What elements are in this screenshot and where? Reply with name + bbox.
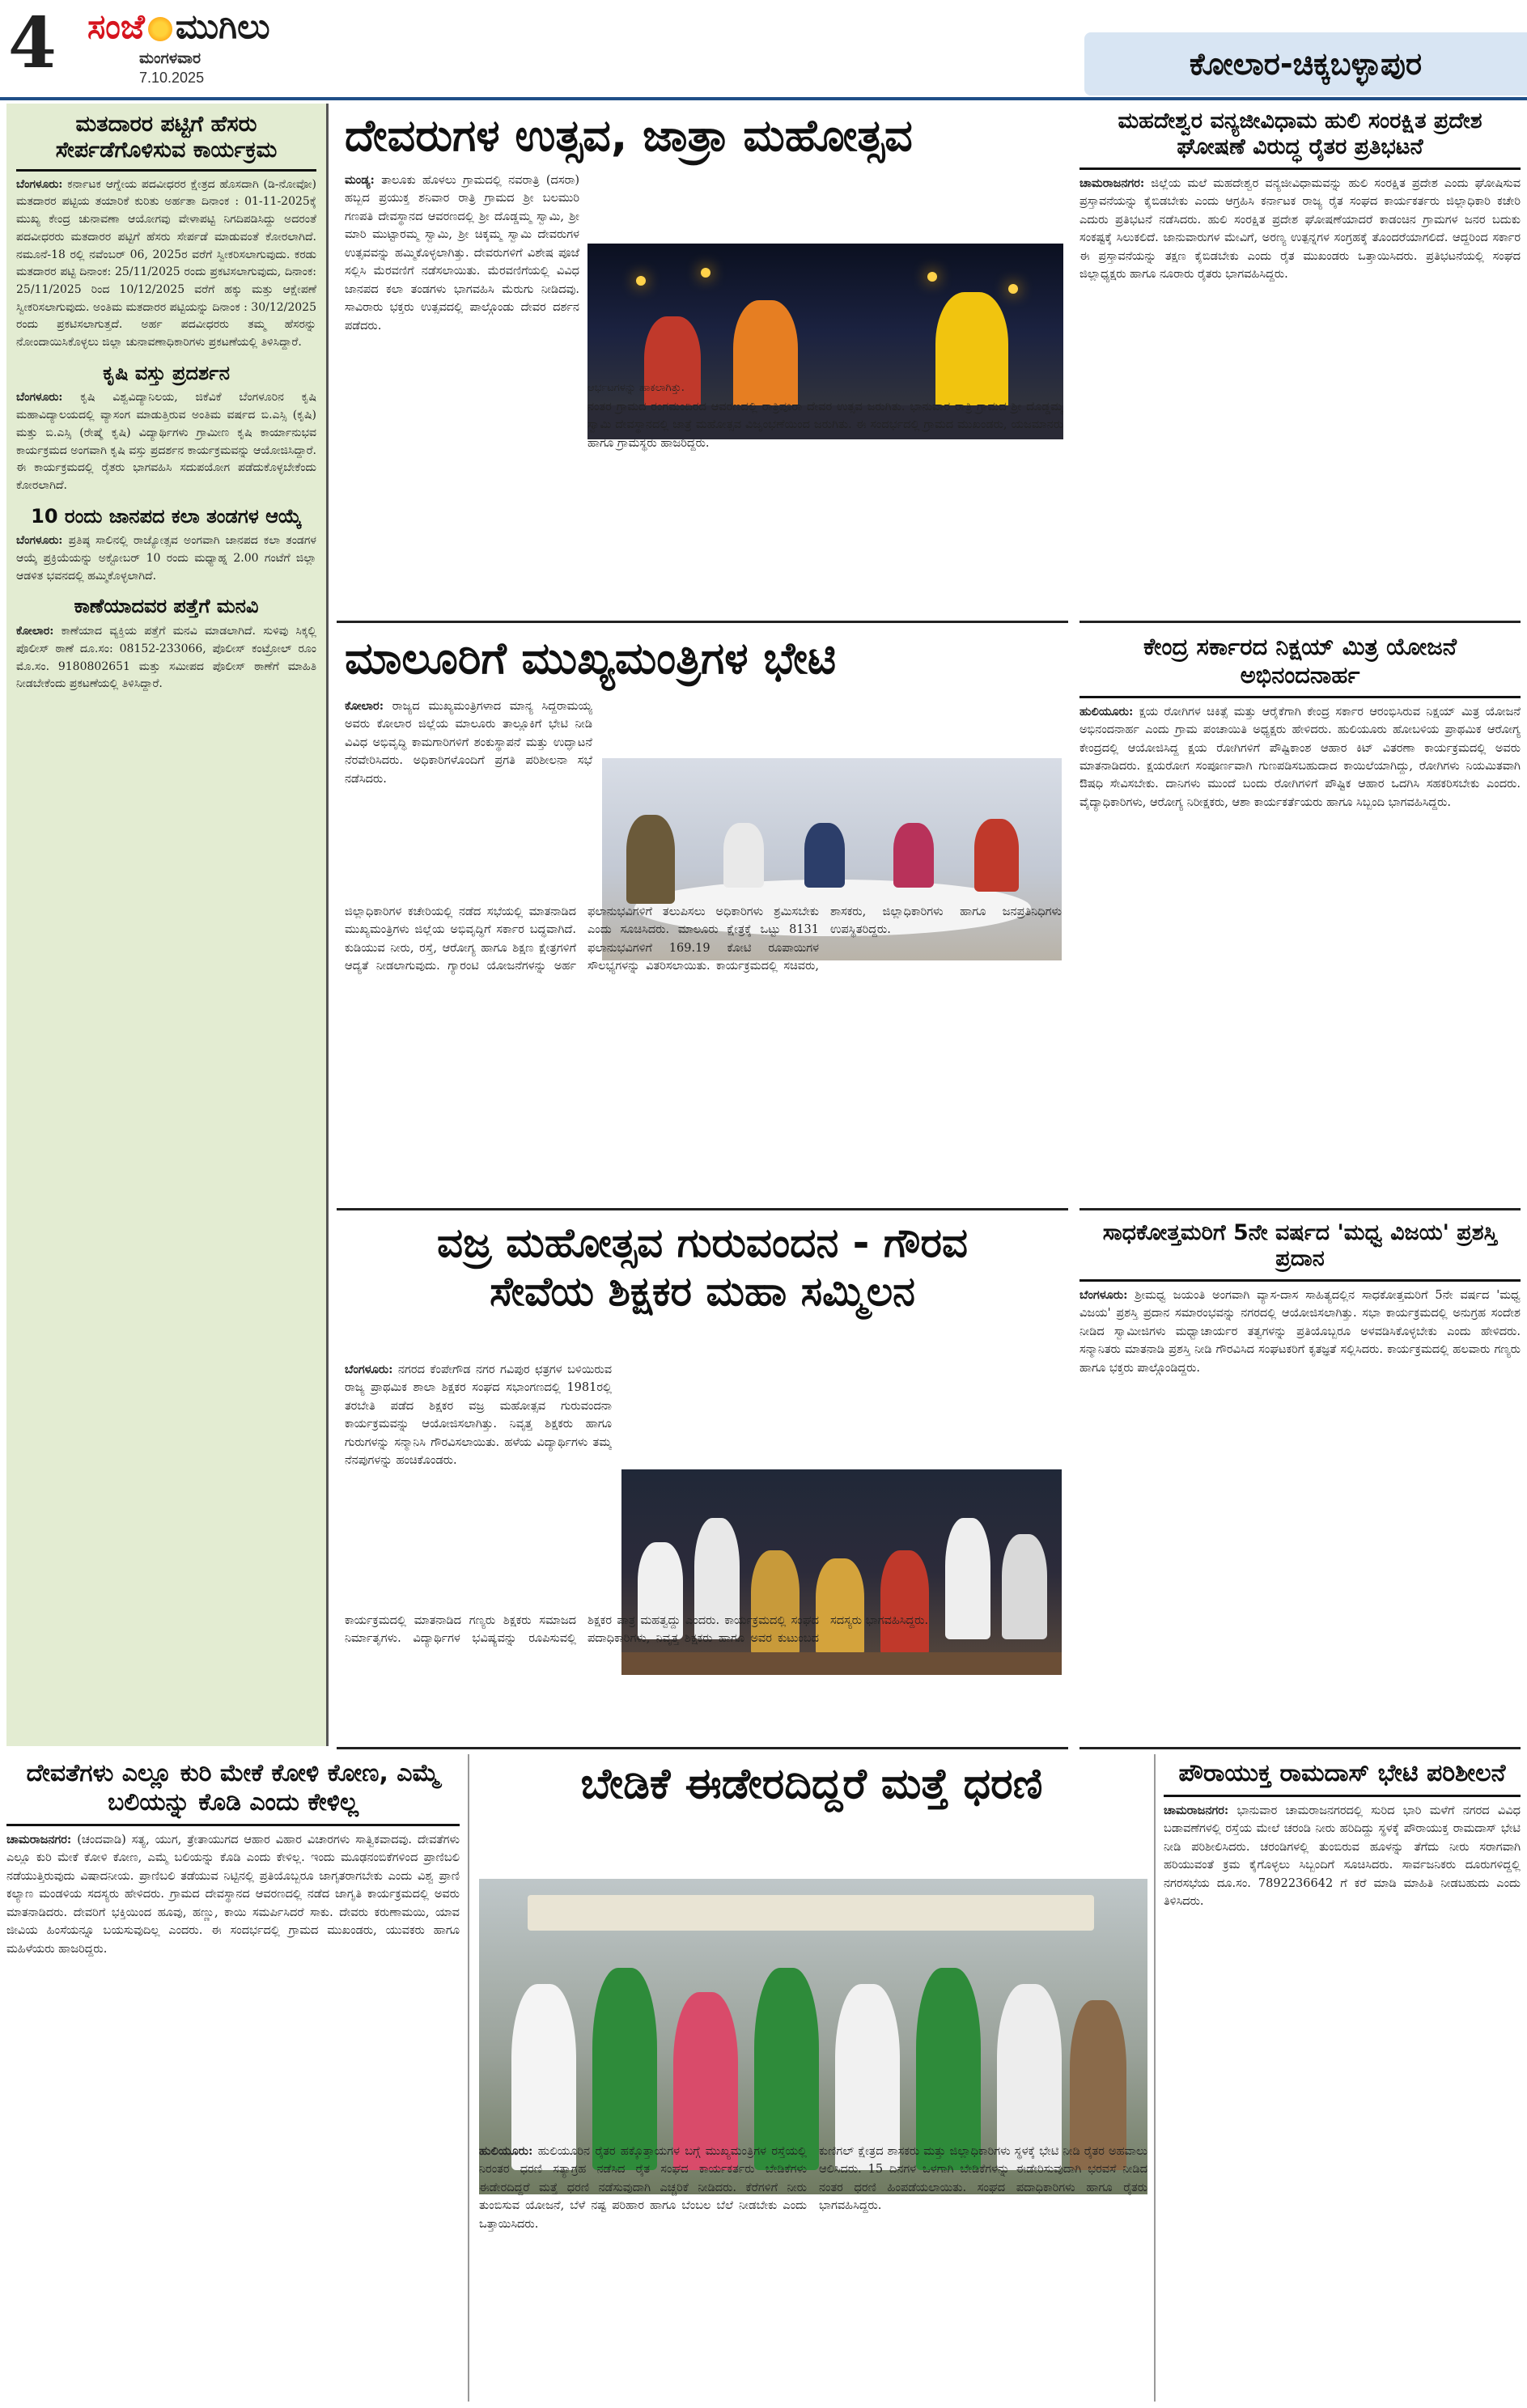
- article-text-left: [479, 2143, 807, 2393]
- article-headline: [337, 1215, 1068, 1319]
- page-number: 4: [8, 2, 57, 84]
- lamp-icon: [927, 272, 937, 282]
- article-headline: ಸಾಧಕೋತ್ತಮರಿಗೆ 5ನೇ ವರ್ಷದ 'ಮಧ್ವ ವಿಜಯ' ಪ್ರಶಸ್ತಿ ಪ್ರದಾನ: [1102, 1220, 1498, 1272]
- banner-shape: [528, 1895, 1094, 1931]
- nikshay-article: [1080, 628, 1521, 1210]
- sidebar-article: [16, 176, 316, 352]
- article-headline: ಮಾಲೂರಿಗೆ ಮುಖ್ಯಮಂತ್ರಿಗಳ ಭೇಟಿ: [345, 633, 837, 684]
- award-article: [1080, 1215, 1521, 1749]
- article-text: ಹುಲಿಯೂರಿನ ರೈತರ ಹಕ್ಕೊತ್ತಾಯಗಳ ಬಗ್ಗೆ ಮುಖ್ಯಮಂತ್ರಿಗಳ ರಸ್ತೆಯಲ್ಲಿ ನಿರಂತರ ಧರಣಿ ಸತ್ಯಾಗ್ರಹ ನಡೆಸಿದ ರೈತ ಸಂಘದ ಕಾರ್ಯಕರ್ತರು ಬೇಡಿಕೆಗಳು ಈಡೇರದಿದ್ದರೆ ಮತ್ತೆ ಧರಣಿ ನಡೆಸುವುದಾಗಿ ಎಚ್ಚರಿಕೆ ನೀಡಿದರು. ಕೆರೆಗಳಿಗೆ ನೀರು ತುಂಬಿಸುವ ಯೋಜನೆ, ಬೆಳೆ ನಷ್ಟ ಪರಿಹಾರ ಹಾಗೂ ಬೆಂಬಲ ಬೆಲೆ ನೀಡಬೇಕು ಎಂದು ಒತ್ತಾಯಿಸಿದರು.: [479, 2145, 807, 2231]
- divider: [1164, 1795, 1521, 1797]
- lamp-icon: [701, 268, 710, 278]
- animal-sacrifice-article: [6, 1754, 460, 2402]
- article-text-right: ನಂತರ ಗ್ರಾಮದ ರಂಗಮಂದಿರದ ಆವರಣದಲ್ಲಿ ರಾತ್ರಿಪೂರಾ ದೇವರ ಉತ್ಸವ ಜರುಗಿತು. ಭಾನುವಾರ ರಾತ್ರಿ ಗ್ರಾಮದ ಶ್ರೀ ದೊಡ್ಡಮ್ಮ ಸ್ವಾಮಿ ದೇವಸ್ಥಾನದಲ್ಲಿ ಜಾತ್ರೆ ಮಹೋತ್ಸವ ವಿಜೃಂಭಣೆಯಿಂದ ಜರುಗಿತು. ಈ ಸಂದರ್ಭದಲ್ಲಿ ಗ್ರಾಮದ ಮುಖಂಡರು, ಯಜಮಾನರು ಹಾಗೂ ಗ್ರಾಮಸ್ಥರು ಹಾಜರಿದ್ದರು.: [587, 401, 1063, 450]
- newspaper-logo: [87, 6, 270, 47]
- person-shape: [626, 815, 675, 904]
- dateline: ಚಾಮರಾಜನಗರ:: [1080, 176, 1145, 190]
- dateline: ಬೆಂಗಳೂರು:: [345, 1363, 393, 1376]
- edition-date: 7.10.2025: [139, 70, 205, 86]
- article-text: (ಚಂದವಾಡಿ) ಸತ್ಯ, ಯುಗ, ತ್ರೇತಾಯುಗದ ಆಹಾರ ವಿಹಾರ ವಿಚಾರಗಳು ಸಾತ್ವಿಕವಾದವು. ದೇವತೆಗಳು ಎಲ್ಲೂ ಕುರಿ ಮೇಕೆ ಕೋಳಿ ಕೋಣ, ಎಮ್ಮೆ ಬಲಿಯನ್ನು ಕೊಡಿ ಎಂದು ಕೇಳಿಲ್ಲ. ಇಂದು ಮೂಢನಂಬಿಕೆಗಳಿಂದ ಪ್ರಾಣಿಬಲಿ ನಡೆಯುತ್ತಿರುವುದು ವಿಷಾದನೀಯ. ಪ್ರಾಣಿಬಲಿ ತಡೆಯುವ ನಿಟ್ಟಿನಲ್ಲಿ ಪ್ರತಿಯೊಬ್ಬರೂ ಜಾಗೃತರಾಗಬೇಕು ಎಂದು ವಿಶ್ವ ಪ್ರಾಣಿ ಕಲ್ಯಾಣ ಮಂಡಳಿಯ ಸದಸ್ಯರು ಹೇಳಿದರು. ಗ್ರಾಮದ ದೇವಸ್ಥಾನದ ಆವರಣದಲ್ಲಿ ನಡೆದ ಜಾಗೃತಿ ಕಾರ್ಯಕ್ರಮದಲ್ಲಿ ಅವರು ಮಾತನಾಡಿದರು. ದೇವರಿಗೆ ಭಕ್ತಿಯಿಂದ ಹೂವು, ಹಣ್ಣು, ಕಾಯಿ ಸಮರ್ಪಿಸಿದರೆ ಸಾಕು. ದೇವರು ಕರುಣಾಮಯಿ, ಯಾವ ಜೀವಿಯ ಹಿಂಸೆಯನ್ನೂ ಬಯಸುವುದಿಲ್ಲ ಎಂದರು. ಈ ಸಂದರ್ಭದಲ್ಲಿ ಗ್ರಾಮದ ಮುಖಂಡರು, ಯುವಕರು ಹಾಗೂ ಮಹಿಳೆಯರು ಹಾಜರಿದ್ದರು.: [6, 1834, 460, 1956]
- sidebar-article-3: [16, 532, 316, 585]
- cm-visit-article: [337, 628, 1068, 1210]
- dateline: ಕೋಲಾರ:: [16, 625, 54, 638]
- edition-weekday: ಮಂಗಳವಾರ: [139, 50, 201, 67]
- dateline: ಹುಲಿಯೂರು:: [1080, 704, 1134, 719]
- person-shape: [974, 819, 1019, 892]
- article-text: ಕಾಣೆಯಾದ ವ್ಯಕ್ತಿಯ ಪತ್ತೆಗೆ ಮನವಿ ಮಾಡಲಾಗಿದೆ. ಸುಳಿವು ಸಿಕ್ಕಲ್ಲಿ ಪೊಲೀಸ್ ಠಾಣೆ ದೂ.ಸಂ: 08152-233066, ಪೊಲೀಸ್ ಕಂಟ್ರೋಲ್ ರೂಂ ಮೊ.ಸಂ. 9180802651 ಮತ್ತು ಸಮೀಪದ ಪೊಲೀಸ್ ಠಾಣೆಗೆ ಮಾಹಿತಿ ನೀಡಬೇಕೆಂದು ಪ್ರಕಟಣೆಯಲ್ಲಿ ತಿಳಿಸಿದ್ದಾರೆ.: [16, 625, 316, 691]
- article-text: ಕೃಷಿ ವಿಶ್ವವಿದ್ಯಾನಿಲಯ, ಜಿಕೆವಿಕೆ ಬೆಂಗಳೂರಿನ ಕೃಷಿ ಮಹಾವಿದ್ಯಾಲಯದಲ್ಲಿ ವ್ಯಾಸಂಗ ಮಾಡುತ್ತಿರುವ ಅಂತಿಮ ವರ್ಷದ ಬಿ.ಎಸ್ಸಿ (ಕೃಷಿ) ಮತ್ತು ಬಿ.ಎಸ್ಸಿ (ರೇಷ್ಮೆ ಕೃಷಿ) ವಿದ್ಯಾರ್ಥಿಗಳು ಗ್ರಾಮೀಣ ಕೃಷಿ ಕಾರ್ಯಾನುಭವ ಕಾರ್ಯಕ್ರಮದ ಅಂಗವಾಗಿ ಕೃಷಿ ವಸ್ತು ಪ್ರದರ್ಶನ ಕಾರ್ಯಕ್ರಮವನ್ನು ಆಯೋಜಿಸಿದ್ದಾರೆ. ಈ ಕಾರ್ಯಕ್ರಮದಲ್ಲಿ ರೈತರು ಭಾಗವಹಿಸಿ ಸದುಪಯೋಗ ಪಡೆದುಕೊಳ್ಳಬೇಕೆಂದು ಕೋರಲಾಗಿದೆ.: [16, 391, 317, 492]
- person-shape: [804, 823, 845, 888]
- brand-part-2: ಮುಗಿಲು: [175, 6, 270, 46]
- teachers-article: [337, 1215, 1068, 1749]
- headline-line-2: ಸೇವೆಯ ಶಿಕ್ಷಕರ ಮಹಾ ಸಮ್ಮಿಲನ: [490, 1268, 915, 1315]
- dateline: ಬೆಂಗಳೂರು:: [1080, 1287, 1128, 1302]
- person-shape: [916, 1968, 981, 2170]
- article-body: [1164, 1802, 1521, 2150]
- article-text: ಕರ್ನಾಟಕ ಆಗ್ನೇಯ ಪದವೀಧರರ ಕ್ಷೇತ್ರದ ಹೊಸದಾಗಿ (ಡಿ-ನೋವೋ) ಮತದಾರರ ಪಟ್ಟಿಯ ತಯಾರಿಕೆ ಕುರಿತು ಅರ್ಹತಾ ದಿನಾಂಕ : 01-11-2025ಕ್ಕೆ ಮುಖ್ಯ ಕೇಂದ್ರ ಚುನಾವಣಾ ಆಯೋಗವು ವೇಳಾಪಟ್ಟಿ ನಿಗದಿಪಡಿಸಿದ್ದು ಅದರಂತೆ ಪದವೀಧರರು ಮತದಾರರ ಪಟ್ಟಿಗೆ ಹೆಸರು ಸೇರ್ಪಡೆ ಮಾಡುವಂತೆ ಕೋರಲಾಗಿದೆ. ನಮೂನೆ-18 ರಲ್ಲಿ ನವೆಂಬರ್ 06, 2025ರ ವರೆಗೆ ಸ್ವೀಕರಿಸಲಾಗುವುದು. ಕರಡು ಮತದಾರರ ಪಟ್ಟಿ ದಿನಾಂಕ: 25/11/2025 ರಂದು ಪ್ರಕಟಿಸಲಾಗುವುದು, ದಿನಾಂಕ: 25/11/2025 ರಿಂದ 10/12/2025 ವರೆಗೆ ಹಕ್ಕು ಮತ್ತು ಆಕ್ಷೇಪಣೆ ಸ್ವೀಕರಿಸಲಾಗುವುದು. ಅಂತಿಮ ಮತದಾರರ ಪಟ್ಟಿಯನ್ನು ದಿನಾಂಕ : 30/12/2025 ರಂದು ಪ್ರಕಟಿಸಲಾಗುತ್ತದೆ. ಅರ್ಹ ಪದವೀಧರರು ತಮ್ಮ ಹೆಸರನ್ನು ನೋಂದಾಯಿಸಿಕೊಳ್ಳಲು ಜಿಲ್ಲಾ ಚುನಾವಣಾಧಿಕಾರಿಗಳು ಪ್ರಕಟಣೆಯಲ್ಲಿ ತಿಳಿಸಿದ್ದಾರೆ.: [16, 177, 316, 349]
- article-text: ರಾಜ್ಯದ ಮುಖ್ಯಮಂತ್ರಿಗಳಾದ ಮಾನ್ಯ ಸಿದ್ದರಾಮಯ್ಯ ಅವರು ಕೋಲಾರ ಜಿಲ್ಲೆಯ ಮಾಲೂರು ತಾಲ್ಲೂಕಿಗೆ ಭೇಟಿ ನೀಡಿ ವಿವಿಧ ಅಭಿವೃದ್ಧಿ ಕಾಮಗಾರಿಗಳಿಗೆ ಶಂಕುಸ್ಥಾಪನೆ ಮತ್ತು ಉದ್ಘಾಟನೆ ನೆರವೇರಿಸಿದರು. ಅಧಿಕಾರಿಗಳೊಂದಿಗೆ ಪ್ರಗತಿ ಪರಿಶೀಲನಾ ಸಭೆ ನಡೆಸಿದರು.: [345, 700, 592, 786]
- lamp-icon: [1008, 284, 1018, 294]
- article-text-left: [345, 1361, 612, 1604]
- brand-part-1: ಸಂಜೆ: [87, 6, 145, 46]
- article-text-right: ಕುಣಿಗಲ್ ಕ್ಷೇತ್ರದ ಶಾಸಕರು ಮತ್ತು ಜಿಲ್ಲಾಧಿಕಾರಿಗಳು ಸ್ಥಳಕ್ಕೆ ಭೇಟಿ ನೀಡಿ ರೈತರ ಅಹವಾಲು ಆಲಿಸಿದರು. 15 ದಿನಗಳ ಒಳಗಾಗಿ ಬೇಡಿಕೆಗಳನ್ನು ಈಡೇರಿಸುವುದಾಗಿ ಭರವಸೆ ನೀಡಿದ ನಂತರ ಧರಣಿ ಹಿಂಪಡೆಯಲಾಯಿತು. ಸಂಘದ ಪದಾಧಿಕಾರಿಗಳು ಹಾಗೂ ರೈತರು ಭಾಗವಹಿಸಿದ್ದರು.: [819, 2145, 1147, 2213]
- article-headline: ದೇವತೆಗಳು ಎಲ್ಲೂ ಕುರಿ ಮೇಕೆ ಕೋಳಿ ಕೋಣ, ಎಮ್ಮೆ ಬಲಿಯನ್ನು ಕೊಡಿ ಎಂದು ಕೇಳಿಲ್ಲ: [26, 1759, 440, 1817]
- article-text-top: [345, 697, 592, 892]
- divider: [1080, 167, 1521, 170]
- dateline: ಚಾಮರಾಜನಗರ:: [6, 1833, 72, 1846]
- article-text: ಭಾನುವಾರ ಚಾಮರಾಜನಗರದಲ್ಲಿ ಸುರಿದ ಭಾರಿ ಮಳೆಗೆ ನಗರದ ವಿವಿಧ ಬಡಾವಣೆಗಳಲ್ಲಿ ರಸ್ತೆಯ ಮೇಲೆ ಚರಂಡಿ ನೀರು ಹರಿದಿದ್ದು ಸ್ಥಳಕ್ಕೆ ಪೌರಾಯುಕ್ತ ರಾಮದಾಸ್ ಭೇಟಿ ನೀಡಿ ಪರಿಶೀಲಿಸಿದರು. ಚರಂಡಿಗಳಲ್ಲಿ ತುಂಬಿರುವ ಹೂಳನ್ನು ತೆಗೆದು ನೀರು ಸರಾಗವಾಗಿ ಹರಿಯುವಂತೆ ಕ್ರಮ ಕೈಗೊಳ್ಳಲು ಸಿಬ್ಬಂದಿಗೆ ಸೂಚಿಸಿದರು. ಸಾರ್ವಜನಿಕರು ದೂರುಗಳಿದ್ದಲ್ಲಿ ನಗರಸಭೆಯ ದೂ.ಸಂ. 7892236642 ಗೆ ಕರೆ ಮಾಡಿ ಮಾಹಿತಿ ನೀಡಬಹುದು ಎಂದು ತಿಳಿಸಿದರು.: [1164, 1804, 1521, 1909]
- sidebar-subhead-2: 10 ರಂದು ಜಾನಪದ ಕಲಾ ತಂಡಗಳ ಆಯ್ಕೆ: [31, 504, 302, 528]
- sidebar-article-2: [16, 389, 316, 494]
- sidebar-subhead-3: ಕಾಣೆಯಾದವರ ಪತ್ತೆಗೆ ಮನವಿ: [74, 595, 259, 618]
- sun-icon: [148, 17, 172, 41]
- dateline: ಮಂಡ್ಯ:: [345, 173, 375, 187]
- farmers-protest-article: [468, 1754, 1156, 2402]
- commissioner-visit-article: [1164, 1754, 1521, 2402]
- photo-caption: ಆರ್ಭಟಗಳನ್ನು ಹಾಕಲಾಗಿತ್ತು.: [587, 382, 685, 394]
- person-shape: [723, 823, 764, 888]
- article-headline: ಪೌರಾಯುಕ್ತ ರಾಮದಾಸ್ ಭೇಟಿ ಪರಿಶೀಲನೆ: [1178, 1759, 1506, 1787]
- article-text: ನಗರದ ಕೆಂಪೇಗೌಡ ನಗರ ಗವಿಪುರ ಛತ್ರಗಳ ಬಳಿಯಿರುವ ರಾಜ್ಯ ಪ್ರಾಥಮಿಕ ಶಾಲಾ ಶಿಕ್ಷಕರ ಸಂಘದ ಸಭಾಂಗಣದಲ್ಲಿ 1981ರಲ್ಲಿ ತರಬೇತಿ ಪಡೆದ ಶಿಕ್ಷಕರ ವಜ್ರ ಮಹೋತ್ಸವ ಗುರುವಂದನಾ ಕಾರ್ಯಕ್ರಮವನ್ನು ಆಯೋಜಿಸಲಾಗಿತ್ತು. ನಿವೃತ್ತ ಶಿಕ್ಷಕರು ಹಾಗೂ ಗುರುಗಳನ್ನು ಸನ್ಮಾನಿಸಿ ಗೌರವಿಸಲಾಯಿತು. ಹಳೆಯ ವಿದ್ಯಾರ್ಥಿಗಳು ತಮ್ಮ ನೆನಪುಗಳನ್ನು ಹಂಚಿಕೊಂಡರು.: [345, 1363, 612, 1468]
- sidebar-headline: ಮತದಾರರ ಪಟ್ಟಿಗೆ ಹೆಸರು ಸೇರ್ಪಡೆಗೊಳಿಸುವ ಕಾರ್ಯಕ್ರಮ: [55, 112, 278, 163]
- lamp-icon: [636, 276, 646, 286]
- person-shape: [893, 823, 934, 888]
- region-banner: ಕೋಲಾರ-ಚಿಕ್ಕಬಳ್ಳಾಪುರ: [1084, 32, 1527, 95]
- article-body: [6, 1831, 460, 2381]
- sidebar-subhead-1: ಕೃಷಿ ವಸ್ತು ಪ್ರದರ್ಶನ: [103, 361, 230, 384]
- divider: [1080, 1279, 1521, 1282]
- divider: [16, 169, 316, 172]
- person-shape: [754, 1968, 819, 2170]
- article-body: [1080, 703, 1521, 1189]
- divider: [6, 1824, 460, 1826]
- article-text: ಜಿಲ್ಲೆಯ ಮಲೆ ಮಹದೇಶ್ವರ ವನ್ಯಜೀವಿಧಾಮವನ್ನು ಹುಲಿ ಸಂರಕ್ಷಿತ ಪ್ರದೇಶ ಎಂದು ಘೋಷಿಸುವ ಪ್ರಸ್ತಾವನೆಯನ್ನು ಕೈಬಿಡಬೇಕು ಎಂದು ಆಗ್ರಹಿಸಿ ಕರ್ನಾಟಕ ರಾಜ್ಯ ರೈತ ಸಂಘದ ಕಾರ್ಯಕರ್ತರು ಜಿಲ್ಲಾಧಿಕಾರಿ ಕಚೇರಿ ಎದುರು ಪ್ರತಿಭಟನೆ ನಡೆಸಿದರು. ಹುಲಿ ಸಂರಕ್ಷಿತ ಪ್ರದೇಶ ಘೋಷಣೆಯಾದರೆ ಕಾಡಂಚಿನ ಗ್ರಾಮಗಳ ಜನರ ಬದುಕು ಸಂಕಷ್ಟಕ್ಕೆ ಸಿಲುಕಲಿದೆ. ಜಾನುವಾರುಗಳ ಮೇವಿಗೆ, ಅರಣ್ಯ ಉತ್ಪನ್ನಗಳ ಸಂಗ್ರಹಕ್ಕೆ ತೊಂದರೆಯಾಗಲಿದೆ. ಆದ್ದರಿಂದ ಸರ್ಕಾರ ಈ ಪ್ರಸ್ತಾವನೆಯನ್ನು ತಕ್ಷಣ ಕೈಬಿಡಬೇಕು ಎಂದು ರೈತ ಮುಖಂಡರು ಒತ್ತಾಯಿಸಿದರು. ಪ್ರತಿಭಟನೆಯಲ್ಲಿ ಸಂಘದ ಜಿಲ್ಲಾಧ್ಯಕ್ಷರು ಹಾಗೂ ನೂರಾರು ರೈತರು ಭಾಗವಹಿಸಿದ್ದರು.: [1080, 176, 1521, 282]
- article-body: [1080, 175, 1521, 596]
- dateline: ಬೆಂಗಳೂರು:: [16, 534, 63, 548]
- article-headline: ದೇವರುಗಳ ಉತ್ಸವ, ಜಾತ್ರಾ ಮಹೋತ್ಸವ: [345, 110, 913, 161]
- article-text: ತಾಲೂಕು ಹೊಳಲು ಗ್ರಾಮದಲ್ಲಿ ನವರಾತ್ರಿ (ದಸರಾ) ಹಬ್ಬದ ಪ್ರಯುಕ್ತ ಶನಿವಾರ ರಾತ್ರಿ ಗ್ರಾಮದ ಶ್ರೀ ಬಲಮುರಿ ಗಣಪತಿ ದೇವಸ್ಥಾನದ ಆವರಣದಲ್ಲಿ ಶ್ರೀ ದೊಡ್ಡಮ್ಮ ಸ್ವಾಮಿ, ಶ್ರೀ ಮಾರಿ ಮುಟ್ಟಾರಮ್ಮ ಸ್ವಾಮಿ, ಶ್ರೀ ಚಿಕ್ಕಮ್ಮ ಸ್ವಾಮಿ ದೇವರುಗಳ ಉತ್ಸವವನ್ನು ಹಮ್ಮಿಕೊಳ್ಳಲಾಗಿತ್ತು. ದೇವರುಗಳಿಗೆ ವಿಶೇಷ ಪೂಜೆ ಸಲ್ಲಿಸಿ ಮೆರವಣಿಗೆ ನಡೆಸಲಾಯಿತು. ಮೆರವಣಿಗೆಯಲ್ಲಿ ವಿವಿಧ ಜಾನಪದ ಕಲಾ ತಂಡಗಳು ಭಾಗವಹಿಸಿ ಮೆರುಗು ನೀಡಿದವು. ಸಾವಿರಾರು ಭಕ್ತರು ಉತ್ಸವದಲ್ಲಿ ಪಾಲ್ಗೊಂಡು ದೇವರ ದರ್ಶನ ಪಡೆದರು.: [345, 174, 579, 333]
- dateline: ಹುಲಿಯೂರು:: [479, 2144, 533, 2158]
- article-text: ಶ್ರೀಮಧ್ವ ಜಯಂತಿ ಅಂಗವಾಗಿ ವ್ಯಾಸ-ದಾಸ ಸಾಹಿತ್ಯದಲ್ಲಿನ ಸಾಧಕೋತ್ತಮರಿಗೆ 5ನೇ ವರ್ಷದ 'ಮಧ್ವ ವಿಜಯ' ಪ್ರಶಸ್ತಿ ಪ್ರದಾನ ಸಮಾರಂಭವನ್ನು ನಗರದಲ್ಲಿ ಆಯೋಜಿಸಲಾಗಿತ್ತು. ಸಭಾ ಕಾರ್ಯಕ್ರಮದಲ್ಲಿ ಅನುಗ್ರಹ ಸಂದೇಶ ನೀಡಿದ ಸ್ವಾಮೀಜಿಗಳು ಮಧ್ವಾಚಾರ್ಯರ ತತ್ವಗಳನ್ನು ಪ್ರತಿಯೊಬ್ಬರೂ ಅಳವಡಿಸಿಕೊಳ್ಳಬೇಕು ಎಂದು ಹೇಳಿದರು. ಸನ್ಮಾನಿತರು ಮಾತನಾಡಿ ಪ್ರಶಸ್ತಿ ನೀಡಿ ಗೌರವಿಸಿದ ಸಂಘಟಕರಿಗೆ ಕೃತಜ್ಞತೆ ಸಲ್ಲಿಸಿದರು. ಕಾರ್ಯಕ್ರಮದಲ್ಲಿ ಹಲವಾರು ಗಣ್ಯರು ಹಾಗೂ ಭಕ್ತರು ಪಾಲ್ಗೊಂಡಿದ್ದರು.: [1080, 1288, 1521, 1375]
- masthead: [0, 0, 1527, 95]
- sidebar-article-4: [16, 623, 316, 693]
- masthead-divider: [0, 97, 1527, 100]
- article-headline: ಬೇಡಿಕೆ ಈಡೇರದಿದ್ದರೆ ಮತ್ತೆ ಧರಣಿ: [580, 1760, 1043, 1808]
- dateline: ಚಾಮರಾಜನಗರ:: [1164, 1804, 1229, 1817]
- article-headline: ಮಹದೇಶ್ವರ ವನ್ಯಜೀವಿಧಾಮ ಹುಲಿ ಸಂರಕ್ಷಿತ ಪ್ರದೇಶ ಘೋಷಣೆ ವಿರುದ್ಧ ರೈತರ ಪ್ರತಿಭಟನೆ: [1118, 108, 1482, 160]
- article-text: ಕ್ಷಯ ರೋಗಿಗಳ ಚಿಕಿತ್ಸೆ ಮತ್ತು ಆರೈಕೆಗಾಗಿ ಕೇಂದ್ರ ಸರ್ಕಾರ ಆರಂಭಿಸಿರುವ ನಿಕ್ಷಯ್ ಮಿತ್ರ ಯೋಜನೆ ಅಭಿನಂದನಾರ್ಹ ಎಂದು ಗ್ರಾಮ ಪಂಚಾಯಿತಿ ಅಧ್ಯಕ್ಷರು ಹೇಳಿದರು. ಹುಲಿಯೂರು ಹೋಬಳಿಯ ಪ್ರಾಥಮಿಕ ಆರೋಗ್ಯ ಕೇಂದ್ರದಲ್ಲಿ ಆಯೋಜಿಸಿದ್ದ ಕ್ಷಯ ರೋಗಿಗಳಿಗೆ ಪೌಷ್ಟಿಕಾಂಶ ಆಹಾರ ಕಿಟ್ ವಿತರಣಾ ಕಾರ್ಯಕ್ರಮದಲ್ಲಿ ಅವರು ಮಾತನಾಡಿದರು. ಕ್ಷಯರೋಗ ಸಂಪೂರ್ಣವಾಗಿ ಗುಣಪಡಿಸಬಹುದಾದ ಕಾಯಿಲೆಯಾಗಿದ್ದು, ರೋಗಿಗಳು ನಿಯಮಿತವಾಗಿ ಔಷಧಿ ಸೇವಿಸಬೇಕು. ದಾನಿಗಳು ಮುಂದೆ ಬಂದು ರೋಗಿಗಳಿಗೆ ಪೌಷ್ಟಿಕ ಆಹಾರ ಒದಗಿಸಿ ಸಹಕರಿಸಬೇಕು ಎಂದರು. ವೈದ್ಯಾಧಿಕಾರಿಗಳು, ಆರೋಗ್ಯ ನಿರೀಕ್ಷಕರು, ಆಶಾ ಕಾರ್ಯಕರ್ತೆಯರು ಹಾಗೂ ಸಿಬ್ಬಂದಿ ಭಾಗವಹಿಸಿದ್ದರು.: [1080, 705, 1521, 809]
- dateline: ಬೆಂಗಳೂರು:: [16, 391, 63, 405]
- article-body: [1080, 1287, 1521, 1732]
- dateline: ಬೆಂಗಳೂರು:: [16, 177, 63, 191]
- article-text-bottom: ಕಾರ್ಯಕ್ರಮದಲ್ಲಿ ಮಾತನಾಡಿದ ಗಣ್ಯರು ಶಿಕ್ಷಕರು ಸಮಾಜದ ನಿರ್ಮಾತೃಗಳು. ವಿದ್ಯಾರ್ಥಿಗಳ ಭವಿಷ್ಯವನ್ನು ರೂಪಿಸುವಲ್ಲಿ ಶಿಕ್ಷಕರ ಪಾತ್ರ ಮಹತ್ವದ್ದು ಎಂದರು. ಕಾರ್ಯಕ್ರಮದಲ್ಲಿ ಸಂಘದ ಪದಾಧಿಕಾರಿಗಳು, ನಿವೃತ್ತ ಶಿಕ್ಷಕರು ಹಾಗೂ ಅವರ ಕುಟುಂಬದ ಸದಸ್ಯರು ಭಾಗವಹಿಸಿದ್ದರು.: [345, 1614, 929, 1646]
- article-text: ಪ್ರತಿಷ್ಠ ಸಾಲಿನಲ್ಲಿ ರಾಜ್ಯೋತ್ಸವ ಅಂಗವಾಗಿ ಜಾನಪದ ಕಲಾ ತಂಡಗಳ ಆಯ್ಕೆ ಪ್ರಕ್ರಿಯೆಯನ್ನು ಅಕ್ಟೋಬರ್ 10 ರಂದು ಮಧ್ಯಾಹ್ನ 2.00 ಗಂಟೆಗೆ ಜಿಲ್ಲಾ ಆಡಳಿತ ಭವನದಲ್ಲಿ ಹಮ್ಮಿಕೊಳ್ಳಲಾಗಿದೆ.: [16, 534, 316, 583]
- notices-sidebar: [6, 104, 329, 1746]
- article-text-bottom: ಜಿಲ್ಲಾಧಿಕಾರಿಗಳ ಕಚೇರಿಯಲ್ಲಿ ನಡೆದ ಸಭೆಯಲ್ಲಿ ಮಾತನಾಡಿದ ಮುಖ್ಯಮಂತ್ರಿಗಳು ಜಿಲ್ಲೆಯ ಅಭಿವೃದ್ಧಿಗೆ ಸರ್ಕಾರ ಬದ್ಧವಾಗಿದೆ. ಕುಡಿಯುವ ನೀರು, ರಸ್ತೆ, ಆರೋಗ್ಯ ಹಾಗೂ ಶಿಕ್ಷಣ ಕ್ಷೇತ್ರಗಳಿಗೆ ಆದ್ಯತೆ ನೀಡಲಾಗುವುದು. ಗ್ಯಾರಂಟಿ ಯೋಜನೆಗಳನ್ನು ಅರ್ಹ ಫಲಾನುಭವಿಗಳಿಗೆ ತಲುಪಿಸಲು ಅಧಿಕಾರಿಗಳು ಶ್ರಮಿಸಬೇಕು ಎಂದು ಸೂಚಿಸಿದರು. ಮಾಲೂರು ಕ್ಷೇತ್ರಕ್ಕೆ ಒಟ್ಟು 8131 ಫಲಾನುಭವಿಗಳಿಗೆ 169.19 ಕೋಟಿ ರೂಪಾಯಿಗಳ ಸೌಲಭ್ಯಗಳನ್ನು ವಿತರಿಸಲಾಯಿತು. ಕಾರ್ಯಕ್ರಮದಲ್ಲಿ ಸಚಿವರು, ಶಾಸಕರು, ಜಿಲ್ಲಾಧಿಕಾರಿಗಳು ಹಾಗೂ ಜನಪ್ರತಿನಿಧಿಗಳು ಉಪಸ್ಥಿತರಿದ್ದರು.: [345, 905, 1062, 973]
- dateline: ಕೋಲಾರ:: [345, 699, 384, 713]
- article-headline: ಕೇಂದ್ರ ಸರ್ಕಾರದ ನಿಕ್ಷಯ್ ಮಿತ್ರ ಯೋಜನೆ ಅಭಿನಂದನಾರ್ಹ: [1143, 633, 1457, 689]
- person-shape: [592, 1968, 657, 2170]
- headline-line-1: ವಜ್ರ ಮಹೋತ್ಸವ ಗುರುವಂದನ - ಗೌರವ: [436, 1219, 969, 1266]
- festival-article: [337, 105, 1068, 623]
- article-text-left: [345, 172, 579, 617]
- divider: [1080, 696, 1521, 698]
- sanctuary-article: [1080, 104, 1521, 623]
